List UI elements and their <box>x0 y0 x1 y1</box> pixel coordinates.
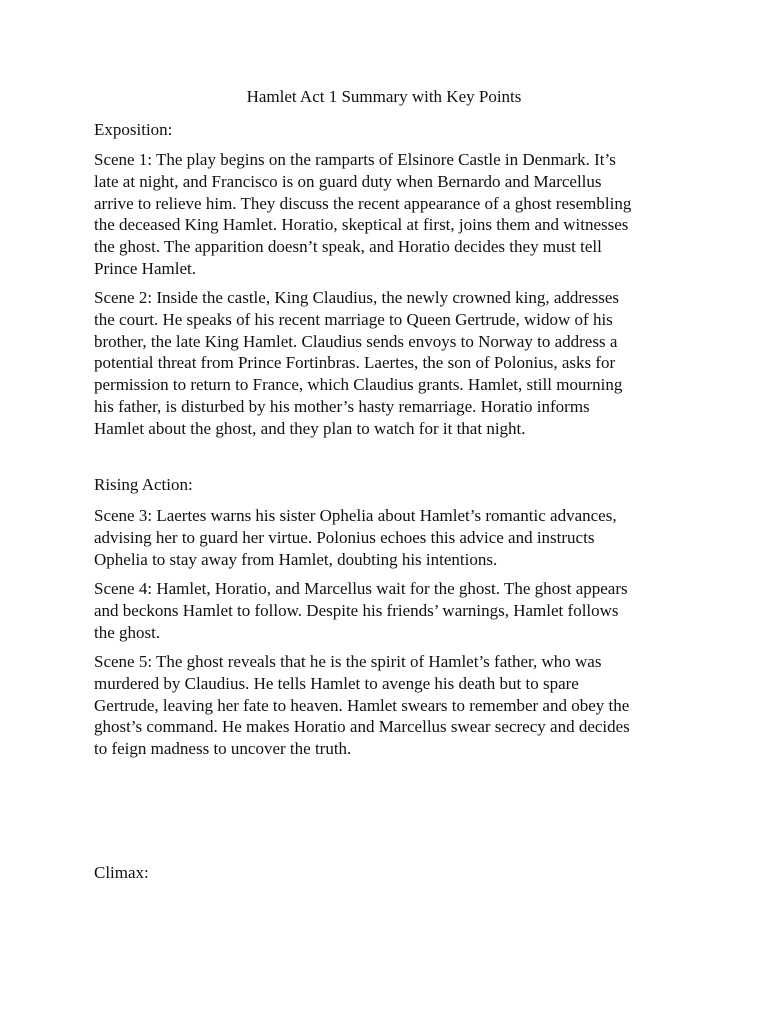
text-line: and beckons Hamlet to follow. Despite his friends’ warnings, Hamlet follows <box>94 600 619 620</box>
section-heading-rising-action: Rising Action: <box>94 475 193 494</box>
text-line: Scene 4: Hamlet, Horatio, and Marcellus wait for the ghost. The ghost appears <box>94 579 628 598</box>
text-line: the ghost. The apparition doesn’t speak, and Horatio decides they must tell <box>94 237 602 257</box>
text-line: the court. He speaks of his recent marriage to Queen Gertrude, widow of his <box>94 309 613 329</box>
text-line: late at night, and Francisco is on guard duty when Bernardo and Marcellus <box>94 171 602 191</box>
section-heading-climax: Climax: <box>94 863 149 882</box>
text-line: Scene 5: The ghost reveals that he is the spirit of Hamlet’s father, who was <box>94 652 602 671</box>
text-line: Hamlet about the ghost, and they plan to watch for it that night. <box>94 418 526 438</box>
text-line: the deceased King Hamlet. Horatio, skeptical at first, joins them and witnesses <box>94 215 629 235</box>
text-line: Scene 2: Inside the castle, King Claudius, the newly crowned king, addresses <box>94 288 619 307</box>
text-line: permission to return to France, which Claudius grants. Hamlet, still mourning <box>94 375 623 395</box>
document-title: Hamlet Act 1 Summary with Key Points <box>246 87 522 106</box>
paragraph-scene-2 <box>94 287 666 440</box>
text-line: murdered by Claudius. He tells Hamlet to avenge his death but to spare <box>94 673 579 693</box>
text-line: Prince Hamlet. <box>94 258 196 278</box>
text-line: Scene 1: The play begins on the ramparts of Elsinore Castle in Denmark. It’s <box>94 150 616 169</box>
text-line: arrive to relieve him. They discuss the recent appearance of a ghost resembling <box>94 193 632 213</box>
text-line: the ghost. <box>94 622 161 642</box>
text-line: ghost’s command. He makes Horatio and Marcellus swear secrecy and decides <box>94 717 630 737</box>
paragraph-scene-3 <box>94 505 666 570</box>
paragraph-scene-1 <box>94 149 666 280</box>
text-line: potential threat from Prince Fortinbras. Laertes, the son of Polonius, asks for <box>94 353 616 373</box>
text-line: brother, the late King Hamlet. Claudius sends envoys to Norway to address a <box>94 331 618 351</box>
paragraph-scene-5 <box>94 651 666 760</box>
section-heading-exposition: Exposition: <box>94 120 173 139</box>
text-line: advising her to guard her virtue. Polonius echoes this advice and instructs <box>94 527 595 547</box>
text-line: Scene 3: Laertes warns his sister Ophelia about Hamlet’s romantic advances, <box>94 506 617 525</box>
text-line: Ophelia to stay away from Hamlet, doubting his intentions. <box>94 549 498 569</box>
text-line: Gertrude, leaving her fate to heaven. Hamlet swears to remember and obey the <box>94 695 630 715</box>
text-line: his father, is disturbed by his mother’s hasty remarriage. Horatio informs <box>94 396 590 416</box>
text-line: to feign madness to uncover the truth. <box>94 739 352 759</box>
paragraph-scene-4 <box>94 578 666 643</box>
